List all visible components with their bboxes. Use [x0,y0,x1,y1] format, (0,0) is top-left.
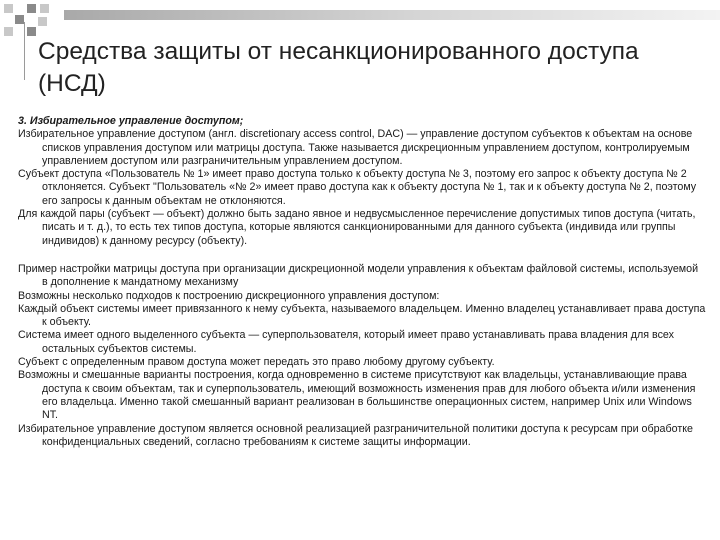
paragraph: Избирательное управление доступом является основной реализацией разграничительной политики доступа к ресурсам при обработке конфиденциальных сведений, согласно требованиям к системе защиты информации. [18,422,693,448]
deco-square [27,27,36,36]
paragraph-spacer [18,248,706,263]
paragraph: Субъект с определенным правом доступа может передать это право любому другому субъекту. [18,356,495,369]
header-gradient-band [64,10,720,20]
paragraph: Система имеет одного выделенного субъекта — суперпользователя, который имеет право устанавливать права владения для всех остальных субъектов системы. [18,329,674,355]
deco-square [38,17,47,26]
paragraph: Возможны несколько подходов к построению дискреционного управления доступом: [18,289,440,302]
paragraph: Для каждой пары (субъект — объект) должно быть задано явное и недвусмысленное перечисление допустимых типов доступа (читать, писать и т. д.), то есть тех типов доступа, которые являются санкционированными для данного субъекта (индивида или группы индивидов) к данному ресурсу (объекту). [18,208,696,247]
paragraph: Избирательное управление доступом (англ. discretionary access control, DAC) — управление доступом субъектов к объектам на основе списков управления доступом или матрицы доступа. Также называется дискреционным управлением доступом, контролируемым управлением доступом или разграничительным управлением доступом. [18,128,693,167]
slide-title: Средства защиты от несанкционированного доступа (НСД) [38,38,639,97]
deco-square [4,27,13,36]
paragraph: Пример настройки матрицы доступа при организации дискреционной модели управления к объектам файловой системы, используемой в дополнение к мандатному механизму [18,262,699,289]
deco-vertical-line [24,22,25,80]
deco-square [40,4,49,13]
section-heading: 3. Избирательное управление доступом; [18,115,244,127]
deco-square [27,4,36,13]
deco-square [4,4,13,13]
deco-square [15,15,24,24]
paragraph: Субъект доступа «Пользователь № 1» имеет право доступа только к объекту доступа № 3, поэтому его запрос к объекту доступа № 2 отклоняется. Субъект "Пользователь «№ 2» имеет право доступа как к объекту доступа № 1, так и к объекту доступа № 2, поэтому его запросы к данным объектам не отклоняются. [18,168,697,207]
paragraph: Возможны и смешанные варианты построения, когда одновременно в системе присутствуют как владельцы, устанавливающие права доступа к своим объектам, так и суперпользователь, имеющий возможность изменения прав для любого объекта и/или изменения его владельца. Именно такой смешанный вариант реализован в большинстве операционных систем, например Unix или Windows NT. [18,369,696,422]
slide-body [18,115,706,449]
paragraph: Каждый объект системы имеет привязанного к нему субъекта, называемого владельцем. Именно владелец устанавливает права доступа к объекту. [18,302,706,329]
